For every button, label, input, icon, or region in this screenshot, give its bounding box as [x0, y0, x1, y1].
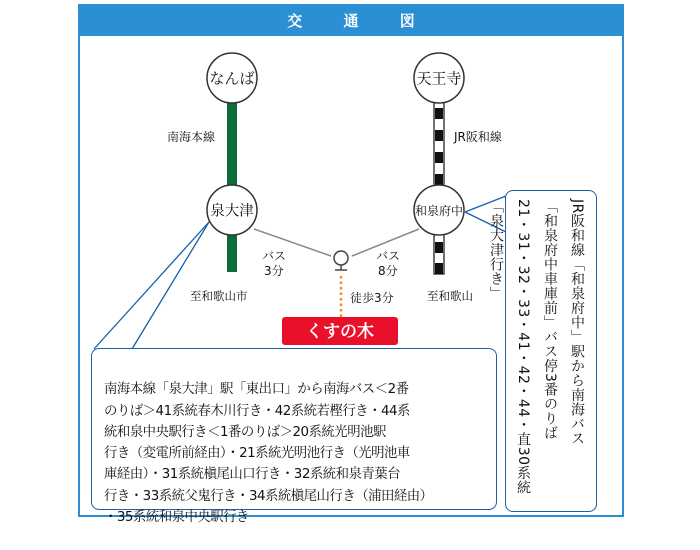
callout-line-left-b [132, 222, 209, 349]
nankai-line-lower [227, 234, 237, 272]
line-label-to-wakayama: 至和歌山 [427, 289, 473, 303]
station-label-izumifuchu: 和泉府中 [414, 204, 464, 218]
directions-box-nankai [91, 348, 497, 526]
bus-stop-icon [334, 251, 348, 270]
bus-left-label: バス [262, 249, 287, 263]
line-label-to-wakayamashi: 至和歌山市 [190, 289, 248, 303]
line-label-nankai: 南海本線 [167, 130, 216, 144]
nankai-line-upper [227, 100, 237, 186]
destination-name: くすの木 [306, 322, 374, 342]
walk-label: 徒歩3分 [350, 291, 394, 305]
jr-line-upper [434, 100, 444, 186]
bus-left-time: 3分 [264, 264, 284, 278]
header-title: 交 通 図 [287, 12, 433, 30]
destination-badge [282, 317, 398, 345]
directions-box-jr [488, 190, 597, 512]
directions-text-jr: JR阪和線「和泉府中」駅から南海バス 「和泉府中車庫前」バス停3番のりば 21・31・32・33・41・42・44・直30系統 「泉大津行き」 [488, 199, 585, 495]
station-namba [207, 53, 257, 103]
line-label-jr: JR阪和線 [454, 130, 502, 144]
bus-right-label: バス [376, 249, 401, 263]
station-izumifuchu [414, 185, 464, 235]
jr-line-lower [434, 234, 444, 274]
station-label-izumiotsu: 泉大津 [210, 203, 254, 220]
station-label-tennoji: 天王寺 [416, 69, 462, 88]
directions-text-nankai: 南海本線「泉大津」駅「東出口」から南海バス＜2番 のりば＞41系統春木川行き・42系統若樫行き・44系 統和泉中央駅行き＜1番のりば＞20系統光明池駅 行き（変電所前経由）・21系統光明池行き（光明池車 庫経由）・31系統槇尾山口行き・32系統和泉青葉台 行き・33系統父鬼行き・34系統槇尾山行き（浦田経由） ・35系統和泉中央駅行き [104, 382, 433, 526]
station-izumiotsu [207, 185, 257, 235]
callout-line-left-a [94, 222, 209, 349]
station-tennoji [414, 53, 464, 103]
station-label-namba: なんば [209, 69, 255, 88]
bus-right-time: 8分 [378, 264, 398, 278]
